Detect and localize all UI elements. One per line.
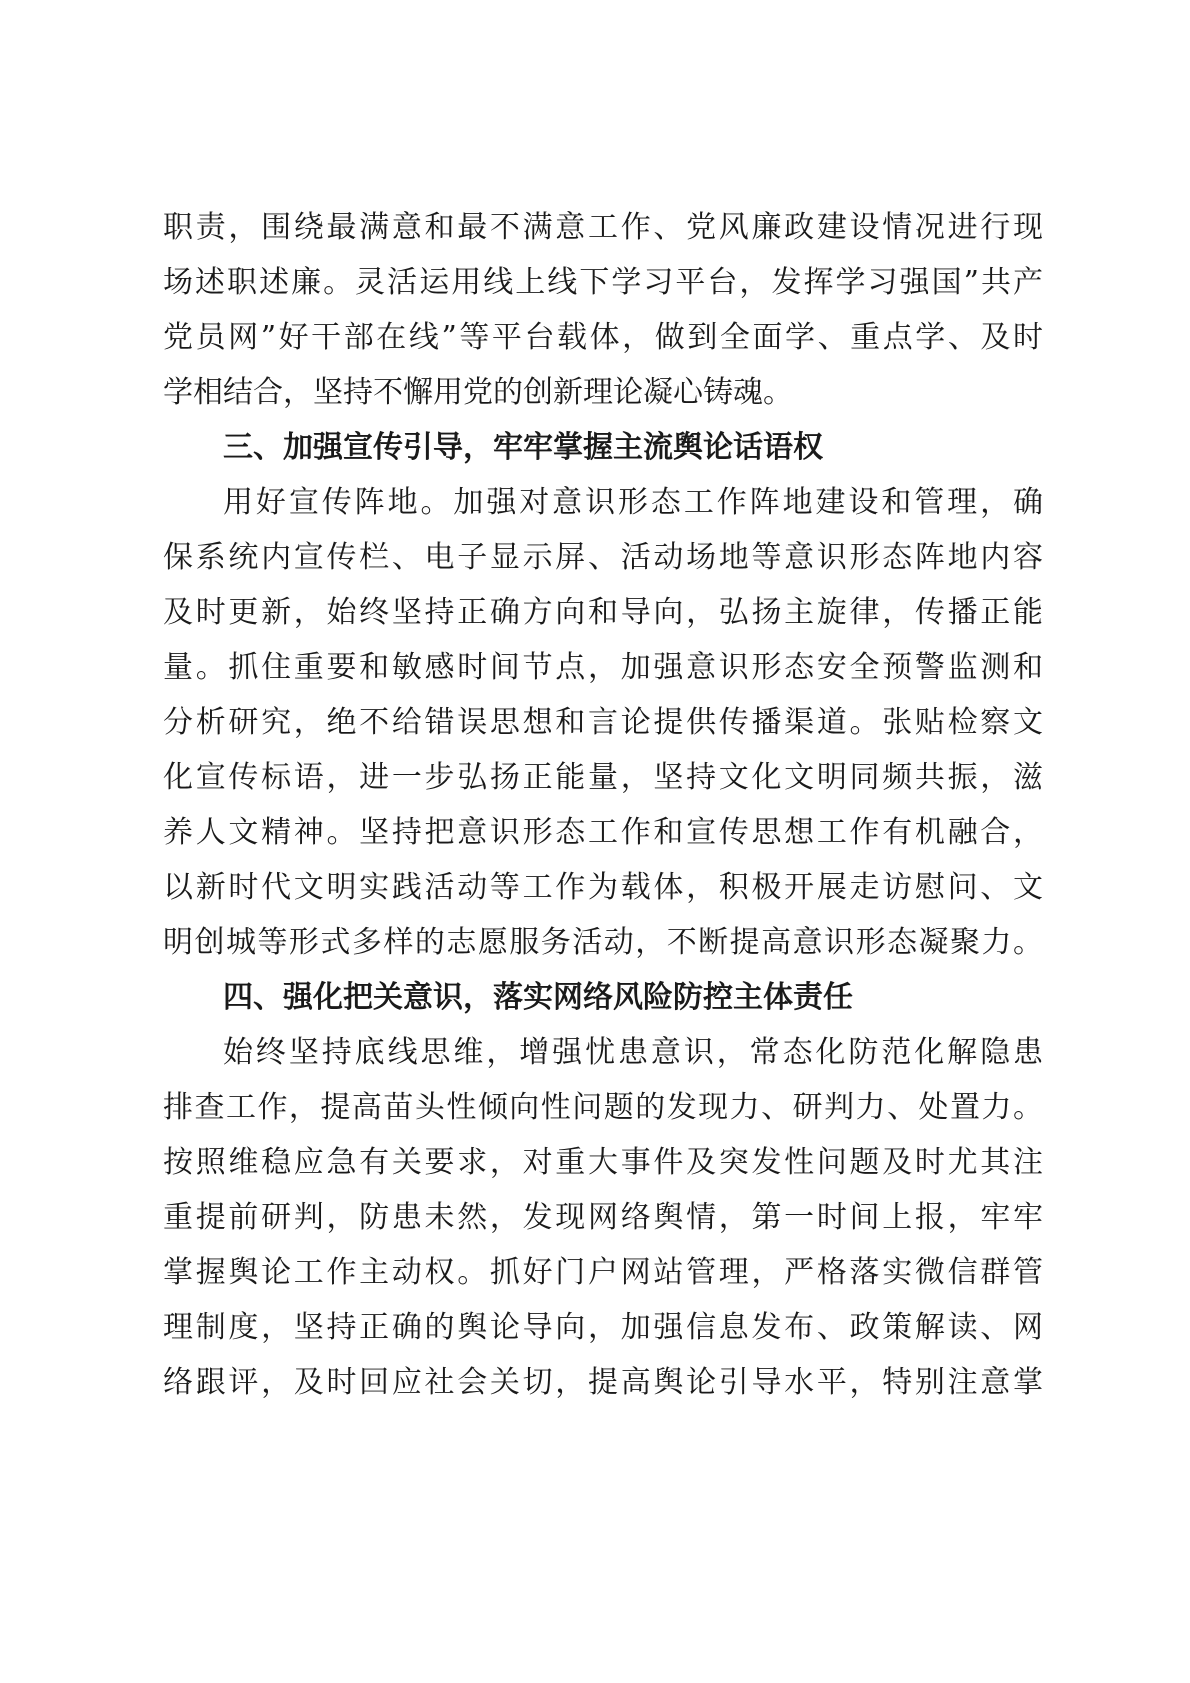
text-line: 化宣传标语，进一步弘扬正能量，坚持文化文明同频共振，滋 [163,760,1043,795]
text-line: 理制度，坚持正确的舆论导向，加强信息发布、政策解读、网 [163,1310,1043,1345]
section-heading: 三、加强宣传引导，牢牢掌握主流舆论话语权 [223,430,823,465]
text-line: 掌握舆论工作主动权。抓好门户网站管理，严格落实微信群管 [163,1255,1043,1290]
paragraph-first-line: 始终坚持底线思维，增强忧患意识，常态化防范化解隐患 [223,1035,1043,1070]
text-line: 以新时代文明实践活动等工作为载体，积极开展走访慰问、文 [163,870,1043,905]
text-line: 重提前研判，防患未然，发现网络舆情，第一时间上报，牢牢 [163,1200,1043,1235]
text-line: 分析研究，绝不给错误思想和言论提供传播渠道。张贴检察文 [163,705,1043,740]
text-line: 党员网”好干部在线”等平台载体，做到全面学、重点学、及时 [163,320,1043,355]
text-line: 保系统内宣传栏、电子显示屏、活动场地等意识形态阵地内容 [163,540,1043,575]
text-line: 场述职述廉。灵活运用线上线下学习平台，发挥学习强国”共产 [163,265,1043,300]
text-line: 学相结合，坚持不懈用党的创新理论凝心铸魂。 [163,375,793,410]
text-line: 络跟评，及时回应社会关切，提高舆论引导水平，特别注意掌 [163,1365,1043,1400]
text-line: 及时更新，始终坚持正确方向和导向，弘扬主旋律，传播正能 [163,595,1043,630]
text-line: 按照维稳应急有关要求，对重大事件及突发性问题及时尤其注 [163,1145,1043,1180]
text-line: 职责，围绕最满意和最不满意工作、党风廉政建设情况进行现 [163,210,1043,245]
text-line: 排查工作，提高苗头性倾向性问题的发现力、研判力、处置力。 [163,1090,1043,1125]
text-line: 养人文精神。坚持把意识形态工作和宣传思想工作有机融合， [163,815,1043,850]
text-line: 量。抓住重要和敏感时间节点，加强意识形态安全预警监测和 [163,650,1043,685]
text-line: 明创城等形式多样的志愿服务活动，不断提高意识形态凝聚力。 [163,925,1043,960]
paragraph-first-line: 用好宣传阵地。加强对意识形态工作阵地建设和管理，确 [223,485,1043,520]
section-heading: 四、强化把关意识，落实网络风险防控主体责任 [223,980,853,1015]
